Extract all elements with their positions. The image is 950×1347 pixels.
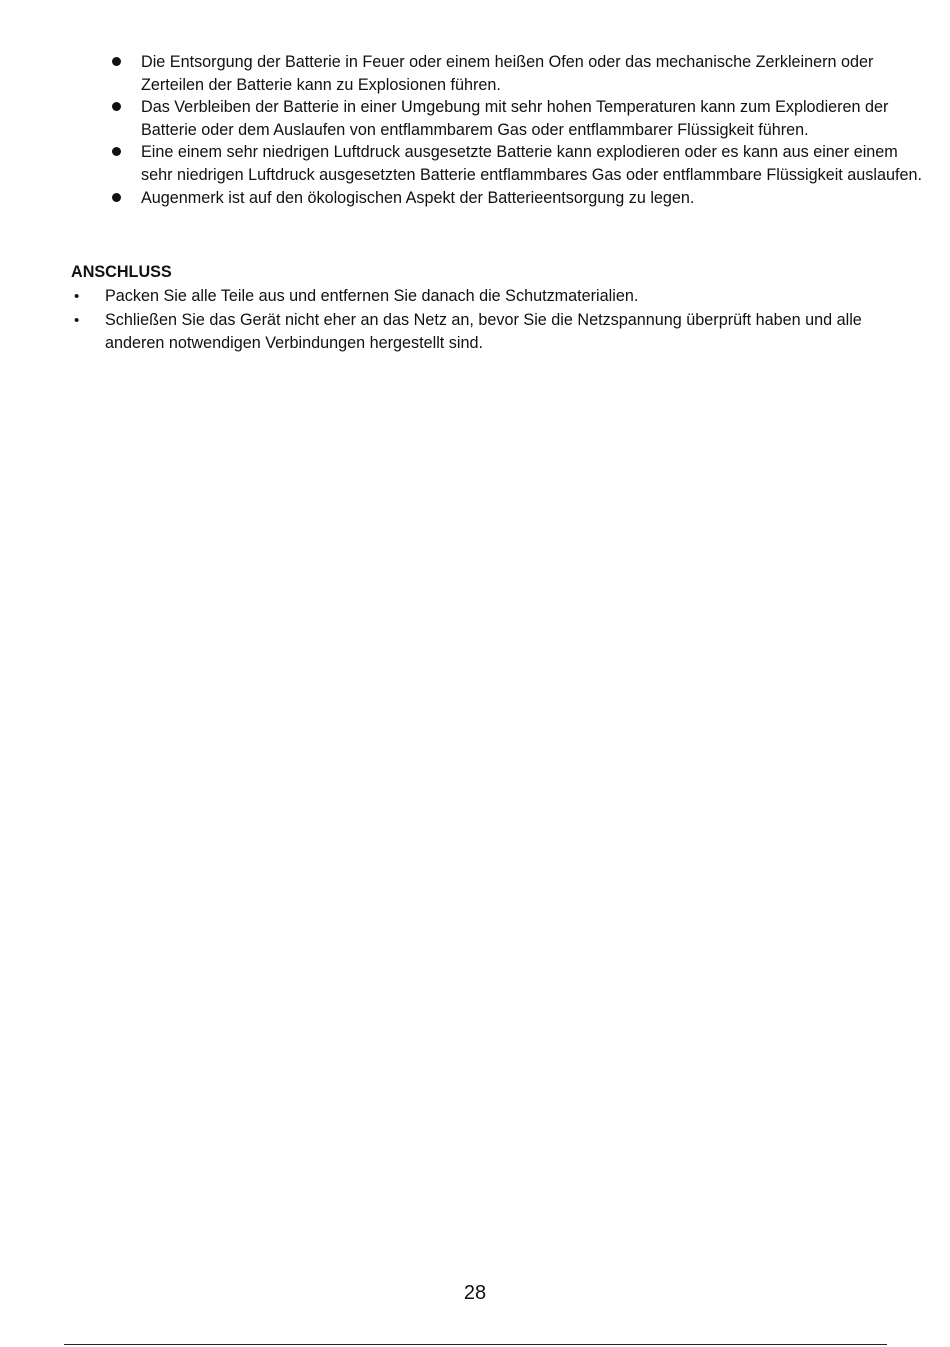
bullet-icon: • [74,311,80,329]
bullet-icon [112,193,121,202]
battery-warning-text: Das Verbleiben der Batterie in einer Umgebung mit sehr hohen Temperaturen kann zum Explodieren der Batterie oder dem Auslaufen von entflammbarem Gas oder entflammbarer Flüssigkeit führen. [141,98,889,139]
battery-warning-text: Eine einem sehr niedrigen Luftdruck ausgesetzte Batterie kann explodieren oder es kann aus einer einem sehr niedrigen Luftdruck ausgesetzten Batterie entflammbares Gas oder entflammbare Flüssigkeit auslaufen. [141,143,923,184]
bullet-icon [112,57,121,66]
list-item [108,141,924,186]
bullet-icon [112,102,121,111]
list-item [108,96,924,141]
connection-instruction-text: Packen Sie alle Teile aus und entfernen Sie danach die Schutzmaterialien. [105,287,639,305]
battery-warning-text: Die Entsorgung der Batterie in Feuer oder einem heißen Ofen oder das mechanische Zerkleinern oder Zerteilen der Batterie kann zu Explosionen führen. [141,53,874,94]
section-heading: ANSCHLUSS [71,263,172,281]
connection-instruction-text: Schließen Sie das Gerät nicht eher an das Netz an, bevor Sie die Netzspannung überprüft haben und alle anderen notwendigen Verbindungen hergestellt sind. [105,310,862,352]
list-item [108,187,924,210]
battery-warning-list [108,51,924,209]
bullet-icon [112,147,121,156]
connection-instruction-list [71,285,923,356]
battery-warning-text: Augenmerk ist auf den ökologischen Aspekt der Batterieentsorgung zu legen. [141,188,695,207]
bullet-icon: • [74,288,80,305]
page-number: 28 [463,1282,487,1304]
list-item [108,51,924,96]
list-item [71,309,923,356]
footer-divider [64,1344,887,1345]
list-item [71,285,923,309]
